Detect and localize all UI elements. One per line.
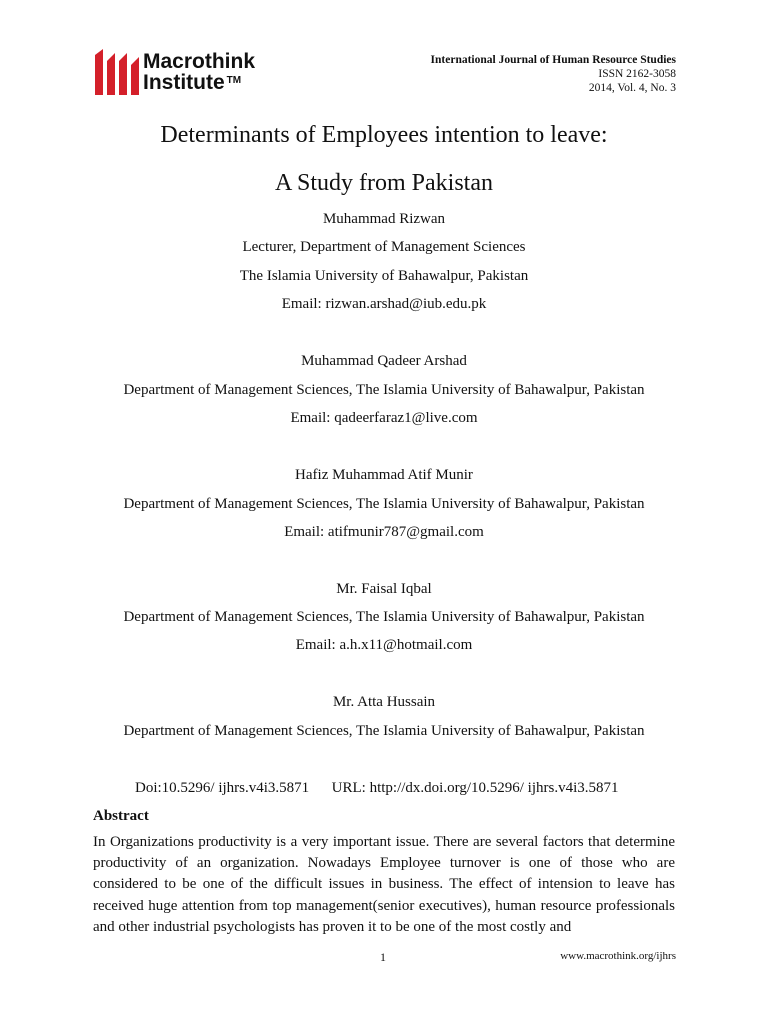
author-2-affiliation: Department of Management Sciences, The Islamia University of Bahawalpur, Pakistan xyxy=(123,382,645,398)
author-1-name: Muhammad Rizwan xyxy=(322,211,446,227)
author-3-email: Email: atifmunir787@gmail.com xyxy=(284,524,484,540)
paper-title-line-1: Determinants of Employees intention to leave: xyxy=(160,122,608,148)
author-4-email: Email: a.h.x11@hotmail.com xyxy=(295,637,473,653)
macrothink-logo-icon xyxy=(93,47,143,97)
journal-info xyxy=(431,53,676,95)
journal-issn: ISSN 2162-3058 xyxy=(598,68,676,80)
abstract-body: In Organizations productivity is a very important issue. There are several factors that determine productivity of an organization. Nowadays Employee turnover is one of those who are considered to be one of the difficult issues in business. The effect of intension to leave has received huge attention from top management(senior executives), human resource professionals and other industrial psychologists has proven it to be one of the most costly and xyxy=(93,834,675,935)
logo-line2: Institute ™ xyxy=(143,71,242,94)
author-2-email: Email: qadeerfaraz1@live.com xyxy=(290,410,478,426)
author-1-email: Email: rizwan.arshad@iub.edu.pk xyxy=(281,296,487,312)
author-3-affiliation: Department of Management Sciences, The Islamia University of Bahawalpur, Pakistan xyxy=(123,496,645,512)
page-number: 1 xyxy=(380,950,386,964)
author-3-name: Hafiz Muhammad Atif Munir xyxy=(295,467,473,483)
journal-volume: 2014, Vol. 4, No. 3 xyxy=(588,82,676,94)
logo-line1: Macrothink xyxy=(143,50,256,73)
author-5-affiliation: Department of Management Sciences, The Islamia University of Bahawalpur, Pakistan xyxy=(123,723,645,739)
trademark-mark: TM xyxy=(226,75,242,86)
author-4-affiliation: Department of Management Sciences, The Islamia University of Bahawalpur, Pakistan xyxy=(123,609,645,625)
doi-text: Doi:10.5296/ ijhrs.v4i3.5871 xyxy=(135,780,310,796)
abstract-heading: Abstract xyxy=(93,808,149,824)
logo-wordmark xyxy=(143,51,255,93)
footer-website-link[interactable]: www.macrothink.org/ijhrs xyxy=(560,950,676,962)
doi-line xyxy=(135,780,619,797)
author-2-name: Muhammad Qadeer Arshad xyxy=(301,353,467,369)
author-1-affiliation-1: Lecturer, Department of Management Sciences xyxy=(242,239,526,255)
publisher-logo xyxy=(93,47,293,97)
author-5-name: Mr. Atta Hussain xyxy=(332,694,436,710)
doi-url-link[interactable]: URL: http://dx.doi.org/10.5296/ ijhrs.v4i3.5871 xyxy=(331,780,619,796)
journal-name: International Journal of Human Resource Studies xyxy=(430,54,676,66)
author-4-name: Mr. Faisal Iqbal xyxy=(336,581,432,597)
paper-title-line-2: A Study from Pakistan xyxy=(274,170,493,196)
author-1-affiliation-2: The Islamia University of Bahawalpur, Pakistan xyxy=(239,268,529,284)
